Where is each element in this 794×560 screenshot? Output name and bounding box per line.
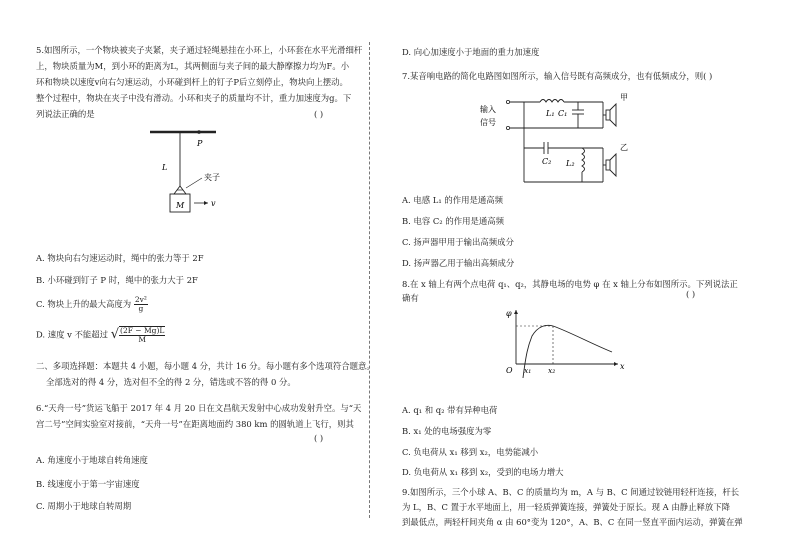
q6-option-c: C. 周期小于地球自转周期 (36, 501, 132, 511)
q8-option-d: D. 负电荷从 x₁ 移到 x₂，受到的电场力增大 (402, 467, 564, 477)
q8-label-o: O (506, 366, 513, 375)
q6-option-a: A. 角速度小于地球自转角速度 (36, 455, 148, 465)
q9-stem-line-2: 为 L，B、C 置于水平地面上，用一轻质弹簧连接，弹簧处于原长。现 A 由静止释放下降 (402, 502, 730, 512)
q8-label-x1: x₁ (524, 366, 532, 375)
q8-potential-curve (523, 325, 612, 378)
q5-option-c-text: C. 物块上升的最大高度为 (36, 299, 132, 309)
q7-label-input-2: 信号 (480, 118, 496, 127)
q5-option-b: B. 小环碰到钉子 P 时，绳中的张力大于 2F (36, 275, 198, 285)
q5-option-c-denominator: g (138, 304, 144, 313)
q5-label-v: v (211, 199, 216, 208)
q5-nail-p (197, 130, 201, 134)
q5-option-d-text: D. 速度 v 不能超过 (36, 329, 109, 340)
q9-stem-line-1: 9.如图所示，三个小球 A、B、C 的质量均为 m，A 与 B、C 间通过铰链用轻杆连接，杆长 (402, 487, 740, 497)
q5-stem-line-1: 5.如图所示，一个物块被夹子夹紧，夹子通过轻绳悬挂在小环上，小环套在水平光滑细杆 (36, 45, 363, 55)
q5-option-d (36, 326, 165, 344)
q5-stem-line-4: 整个过程中，物块在夹子中没有滑动。小环和夹子的质量均不计，重力加速度为g。下 (36, 93, 352, 103)
q5-option-c-numerator: 2v² (134, 295, 147, 304)
q6-answer-bracket: ( ) (314, 433, 324, 443)
q5-option-a: A. 物块向右匀速运动时，绳中的张力等于 2F (36, 253, 204, 263)
q8-label-x: x (620, 362, 625, 371)
q7-option-b: B. 电容 C₂ 的作用是通高频 (402, 216, 504, 226)
q7-label-jia: 甲 (620, 93, 628, 102)
q7-inductor-l2 (582, 148, 585, 172)
q5-stem-line-3: 环和物块以速度v向右匀速运动，小环碰到杆上的钉子P后立刻停止，物块向上摆动。 (36, 77, 348, 87)
q7-label-l1: L₁ (546, 109, 555, 118)
q6-stem-line-2: 宫二号”空间实验室对接前，“天舟一号”在距离地面约 380 km 的圆轨道上飞行，则其 (36, 419, 354, 429)
q7-stem: 7.某音响电路的简化电路图如图所示，输入信号既有高频成分，也有低频成分，则( ) (402, 71, 713, 81)
q7-label-input-1: 输入 (480, 105, 496, 114)
q5-option-d-numerator: (2F − Mg)L (120, 326, 165, 335)
q7-inductor-l1 (540, 100, 564, 103)
section-2-heading: 二、多项选择题：本题共 4 小题，每小题 4 分，共计 16 分。每小题有多个选项符合题意。 (36, 361, 375, 371)
q7-speaker-jia (606, 110, 610, 120)
q8-label-phi: φ (506, 309, 512, 318)
q8-potential-graph (500, 306, 630, 378)
q7-label-l2: L₂ (566, 159, 575, 168)
q5-label-l: L (162, 163, 168, 172)
q5-figure (140, 124, 250, 224)
column-divider (369, 42, 370, 518)
q6-stem-line-1: 6.“天舟一号”货运飞船于 2017 年 4 月 20 日在文昌航天发射中心成功发射升空。与“天 (36, 403, 362, 413)
q6-option-d: D. 向心加速度小于地面的重力加速度 (402, 47, 540, 57)
q7-label-c2: C₂ (542, 157, 552, 166)
q5-stem-line-2: 上，物块质量为M，到小环的距离为L，其两侧面与夹子间的最大静摩擦力均为F。小 (36, 61, 350, 71)
q7-speaker-yi (606, 160, 610, 170)
q7-option-a: A. 电感 L₁ 的作用是通高频 (402, 195, 503, 205)
q5-option-d-sqrt: √ $\frac{(2F - Mg)L}{M}$ (110, 326, 165, 344)
q5-answer-bracket: ( ) (314, 109, 324, 119)
q7-option-c: C. 扬声器甲用于输出高频成分 (402, 237, 514, 247)
q5-option-d-denominator: M (138, 335, 147, 344)
q8-option-a: A. q₁ 和 q₂ 带有异种电荷 (402, 405, 498, 415)
q8-label-x2: x₂ (548, 366, 556, 375)
q7-circuit-figure (478, 88, 648, 188)
q8-answer-bracket: ( ) (686, 289, 696, 299)
q6-option-b: B. 线速度小于第一宇宙速度 (36, 479, 140, 489)
q5-option-c (36, 296, 148, 313)
q5-label-clip: 夹子 (204, 173, 220, 182)
q9-stem-line-3: 到最低点，两轻杆间夹角 α 由 60°变为 120°，A、B、C 在同一竖直平面内运动，弹簧在弹 (402, 517, 743, 527)
q5-label-m: M (176, 201, 185, 210)
q8-option-c: C. 负电荷从 x₁ 移到 x₂，电势能减小 (402, 447, 539, 457)
q5-option-c-fraction (134, 296, 148, 313)
q7-label-yi: 乙 (620, 143, 628, 152)
q5-stem-line-5: 列说法正确的是 (36, 109, 95, 119)
q8-option-b: B. x₁ 处的电场强度为零 (402, 426, 492, 436)
q8-stem-line-1: 8.在 x 轴上有两个点电荷 q₁、q₂，其静电场的电势 φ 在 x 轴上分布如图所示。下列说法正 (402, 279, 738, 289)
section-2-scoring: 全部选对的得 4 分，选对但不全的得 2 分，错选或不答的得 0 分。 (46, 377, 296, 387)
q7-label-c1: C₁ (558, 109, 568, 118)
q7-option-d: D. 扬声器乙用于输出高频成分 (402, 258, 515, 268)
q8-stem-line-2: 确有 (402, 293, 419, 303)
q5-label-p: P (197, 139, 203, 148)
